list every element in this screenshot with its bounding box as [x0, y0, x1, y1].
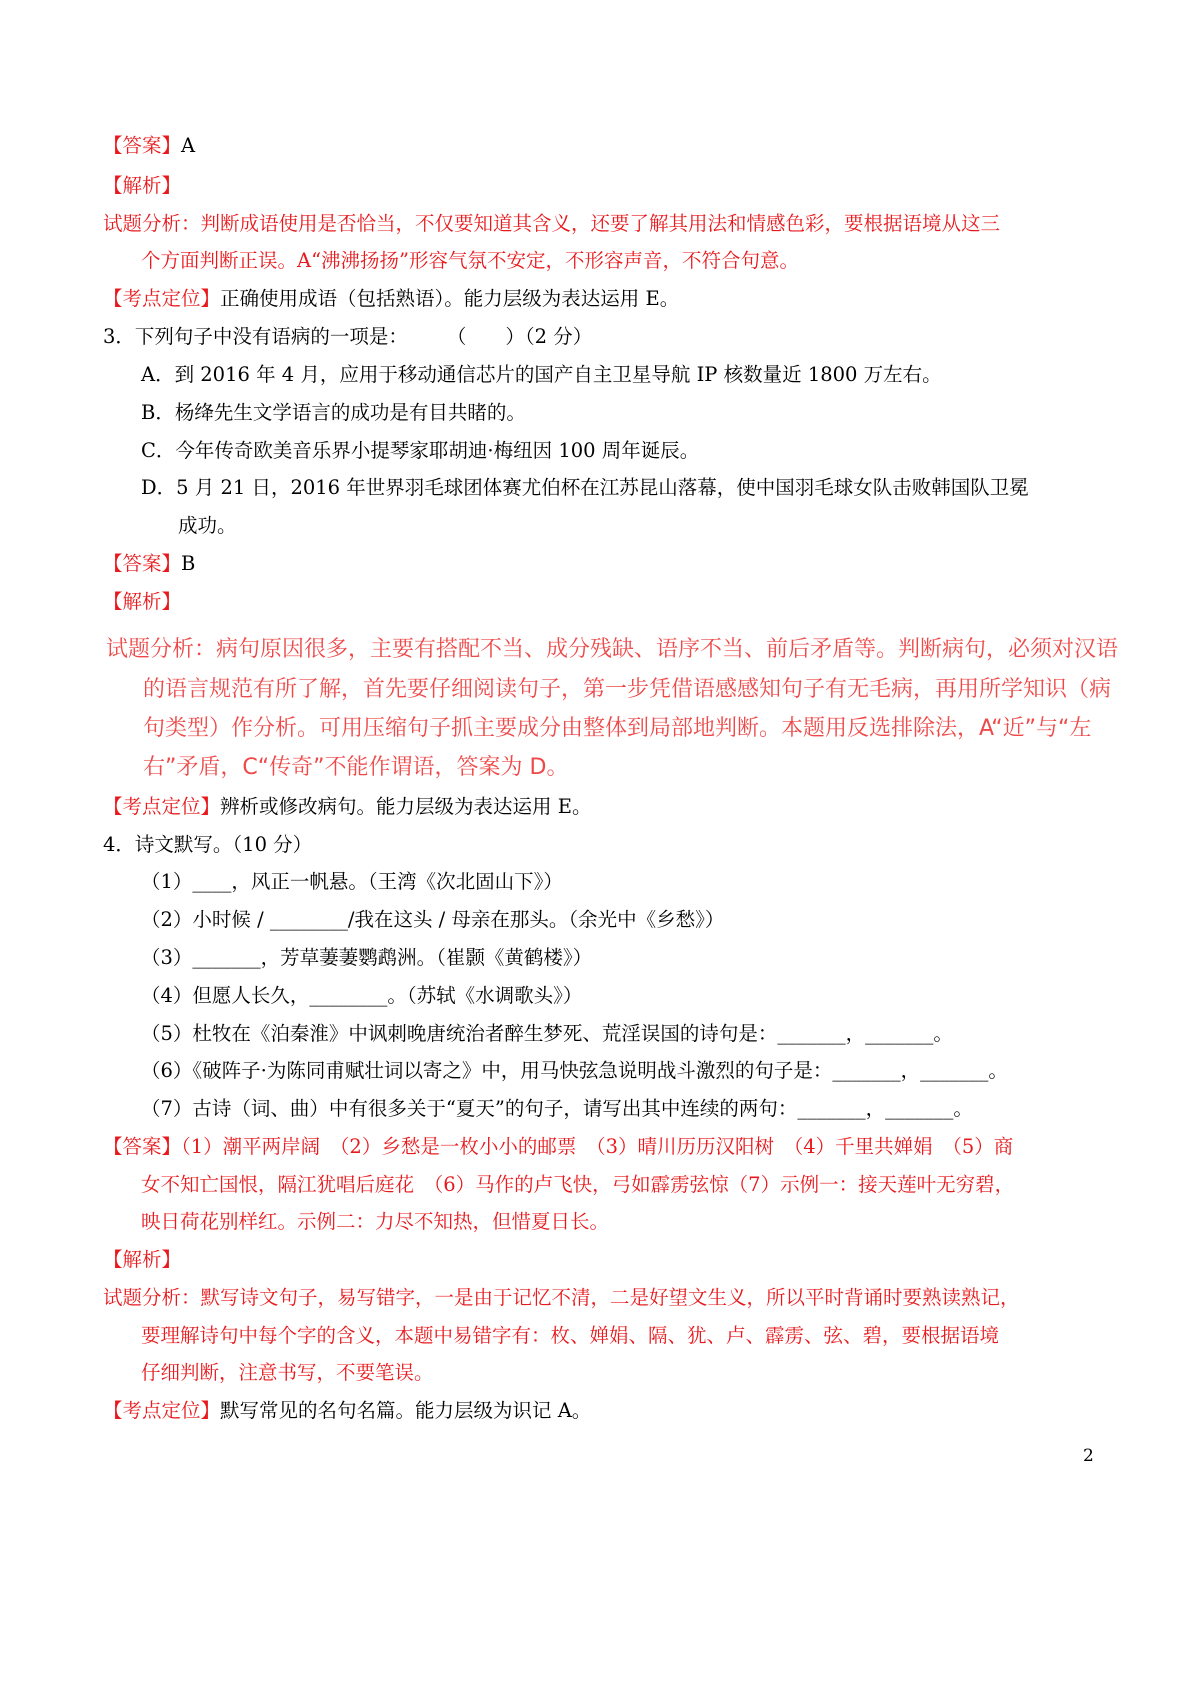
point-tag: 【考点定位】 — [103, 795, 221, 818]
point-text: 辨析或修改病句。能力层级为表达运用 E。 — [220, 795, 592, 818]
q4-item-2: （2）小时候 / ________/我在这头 / 母亲在那头。（余光中《乡愁》） — [141, 908, 725, 931]
answer-tag: 【答案】 — [103, 1135, 182, 1158]
q3-analysis-line-1: 试题分析：病句原因很多，主要有搭配不当、成分残缺、语序不当、前后矛盾等。判断病句，必须对汉语 — [106, 637, 1119, 662]
q4-analysis-line-3: 仔细判断，注意书写，不要笔误。 — [141, 1361, 434, 1384]
q4-item-7: （7）古诗（词、曲）中有很多关于“夏天”的句子，请写出其中连续的两句：_______，_______。 — [141, 1097, 973, 1120]
q3-option-b: B．杨绛先生文学语言的成功是有目共睹的。 — [141, 401, 526, 424]
answer-text-1: （1）潮平两岸阔 （2）乡愁是一枚小小的邮票 （3）晴川历历汉阳树 （4）千里共婵娟 （5）商 — [181, 1135, 1014, 1158]
q3-option-d-cont: 成功。 — [178, 514, 237, 537]
q4-item-6: （6）《破阵子·为陈同甫赋壮词以寄之》中，用马快弦急说明战斗激烈的句子是：_______，_______。 — [141, 1059, 1008, 1082]
q4-answer-line-2: 女不知亡国恨，隔江犹唱后庭花 （6）马作的卢飞快，弓如霹雳弦惊（7）示例一：接天莲叶无穷碧， — [141, 1173, 1015, 1196]
q2-analysis-label: 【解析】 — [103, 174, 182, 197]
q2-analysis-line-2: 个方面判断正误。A“沸沸扬扬”形容气氛不安定，不形容声音，不符合句意。 — [141, 249, 800, 272]
q2-answer-line — [103, 132, 195, 160]
q3-stem: 3．下列句子中没有语病的一项是： （ ）（2 分） — [103, 325, 593, 348]
q3-answer-line — [103, 550, 195, 578]
q4-item-1: （1）____，风正一帆悬。（王湾《次北固山下》） — [141, 870, 563, 893]
q4-analysis-label: 【解析】 — [103, 1248, 182, 1271]
answer-value: B — [181, 552, 196, 575]
point-text: 默写常见的名句名篇。能力层级为识记 A。 — [220, 1399, 592, 1422]
q4-item-4: （4）但愿人长久，________。（苏轼《水调歌头》） — [141, 984, 583, 1007]
q2-point-line — [103, 285, 679, 313]
q3-analysis-line-2: 的语言规范有所了解，首先要仔细阅读句子，第一步凭借语感感知句子有无毛病，再用所学知识（病 — [143, 677, 1112, 702]
q3-option-c: C．今年传奇欧美音乐界小提琴家耶胡迪·梅纽因 100 周年诞辰。 — [141, 439, 700, 462]
q4-point-line — [103, 1397, 591, 1425]
q3-option-d: D．5 月 21 日，2016 年世界羽毛球团体赛尤伯杯在江苏昆山落幕，使中国羽毛球女队击败韩国队卫冕 — [141, 476, 1029, 499]
q3-option-a: A．到 2016 年 4 月，应用于移动通信芯片的国产自主卫星导航 IP 核数量近 1800 万左右。 — [141, 363, 942, 386]
page-number: 2 — [1083, 1446, 1094, 1466]
answer-tag: 【答案】 — [103, 552, 182, 575]
q4-answer-line-3: 映日荷花别样红。示例二：力尽不知热，但惜夏日长。 — [141, 1210, 610, 1233]
q4-analysis-line-1: 试题分析：默写诗文句子，易写错字，一是由于记忆不清，二是好望文生义，所以平时背诵时要熟读熟记， — [103, 1286, 1020, 1309]
q4-item-5: （5）杜牧在《泊秦淮》中讽刺晚唐统治者醉生梦死、荒淫误国的诗句是：_______，_______。 — [141, 1022, 953, 1045]
q3-point-line — [103, 793, 591, 821]
q4-item-3: （3）_______，芳草萋萋鹦鹉洲。（崔颢《黄鹤楼》） — [141, 946, 593, 969]
point-tag: 【考点定位】 — [103, 1399, 221, 1422]
q4-answer-line-1 — [103, 1133, 1013, 1161]
q3-analysis-line-4: 右”矛盾，C“传奇”不能作谓语，答案为 D。 — [143, 755, 569, 780]
point-text: 正确使用成语（包括熟语）。能力层级为表达运用 E。 — [220, 287, 680, 310]
point-tag: 【考点定位】 — [103, 287, 221, 310]
q4-stem: 4．诗文默写。（10 分） — [103, 833, 313, 856]
q2-analysis-line-1: 试题分析：判断成语使用是否恰当，不仅要知道其含义，还要了解其用法和情感色彩，要根据语境从这三 — [103, 212, 1001, 235]
q3-analysis-line-3: 句类型）作分析。可用压缩句子抓主要成分由整体到局部地判断。本题用反选排除法，A“近”与“左 — [143, 716, 1092, 741]
q3-analysis-label: 【解析】 — [103, 590, 182, 613]
answer-value: A — [181, 134, 196, 157]
answer-tag: 【答案】 — [103, 134, 182, 157]
q4-analysis-line-2: 要理解诗句中每个字的含义，本题中易错字有：枚、婵娟、隔、犹、卢、霹雳、弦、碧，要根据语境 — [141, 1324, 1000, 1347]
